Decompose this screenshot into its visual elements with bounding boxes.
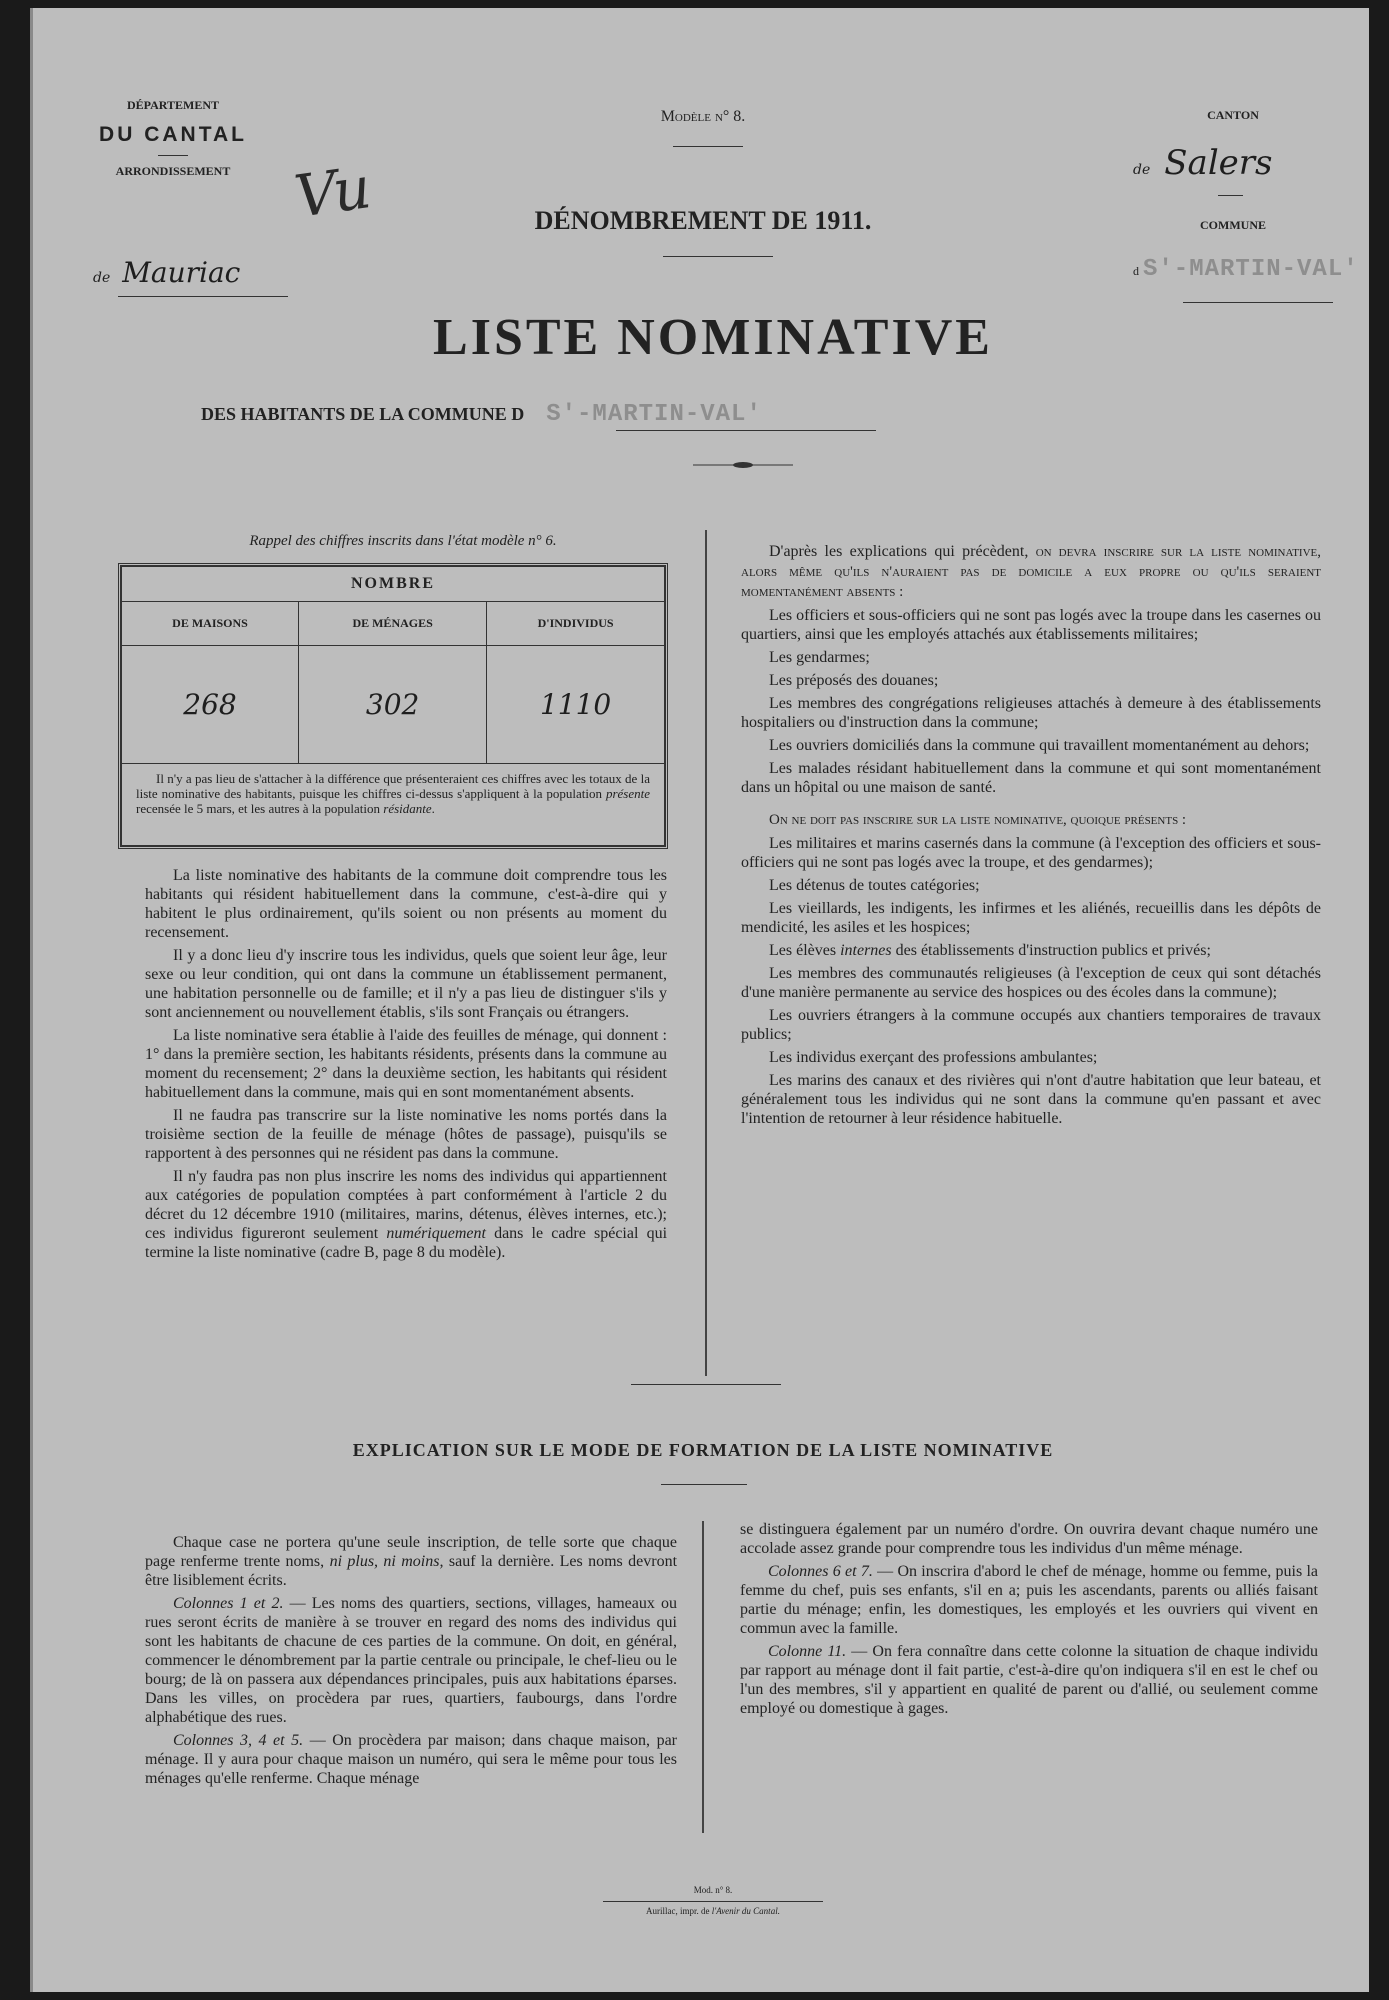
- list-item: [741, 941, 1321, 960]
- nombre-header: NOMBRE: [122, 567, 664, 601]
- value-maisons: 268: [122, 645, 299, 763]
- canton-prefix: de: [1133, 162, 1151, 178]
- canton-line: [1133, 143, 1373, 183]
- list-item: Les officiers et sous-officiers qui ne sont pas logés avec la troupe dans les casernes ou quartiers, ainsi que les employés attachés aux établissements militaires;: [741, 607, 1321, 643]
- rappel-caption: Rappel des chiffres inscrits dans l'état modèle n° 6.: [249, 533, 557, 549]
- value-menages: 302: [299, 645, 487, 763]
- divider: [631, 1384, 781, 1385]
- list-item: Les membres des congrégations religieuses attachés à demeure à des établissements hospitaliers ou d'instruction dans la commune;: [741, 695, 1321, 731]
- column-label: Colonnes 3, 4 et 5.: [173, 1732, 304, 1749]
- handwritten-mark: Vu: [290, 153, 375, 231]
- paragraph-text: Chaque case ne portera qu'une seule inscription, de telle sorte que chaque page renferme trente noms,: [145, 1534, 677, 1570]
- divider: [1218, 195, 1243, 196]
- paragraph-text: dans le cadre spécial qui termine la liste nominative (cadre B, page 8 du modèle).: [145, 1225, 668, 1261]
- rappel-table: [122, 567, 664, 764]
- list-item: Les militaires et marins casernés dans la commune (à l'exception des officiers et sous-officiers qui ne sont pas logés avec la troupe, et des gendarmes);: [741, 835, 1321, 871]
- column-label: Colonnes 6 et 7.: [768, 1563, 873, 1580]
- departement-label: DÉPARTEMENT: [126, 98, 220, 112]
- paragraph-text: sauf la dernière. Les noms devront être lisiblement écrits.: [145, 1553, 678, 1589]
- list-item: Les gendarmes;: [769, 649, 870, 666]
- divider: [158, 155, 188, 156]
- value-individus: 1110: [487, 645, 664, 763]
- subtitle-line: [201, 401, 1201, 428]
- list-item: Les malades résidant habituellement dans la commune et qui sont momentanément dans un hôpital ou une maison de santé.: [741, 760, 1321, 796]
- departement-block: [73, 98, 273, 179]
- paragraph: Il y a donc lieu d'y inscrire tous les individus, quels que soient leur âge, leur sexe ou leur condition, qui ont dans la commune un établissement permanent, une habitation personnelle ou de famille; et il n'y a pas lieu de distinguer s'ils y sont anciennement ou nouvellement établis, s'ils sont Français ou étrangers.: [145, 947, 667, 1021]
- census-page: [30, 8, 1369, 1992]
- arrondissement-handwritten: Mauriac: [122, 256, 241, 289]
- list-item: Les ouvriers domiciliés dans la commune qui travaillent momentanément au dehors;: [769, 737, 1310, 754]
- paragraph: se distinguera également par un numéro d'ordre. On ouvrira devant chaque numéro une accolade assez grande pour comprendre tous les individus d'un même ménage.: [740, 1521, 1318, 1557]
- list-item: Les préposés des douanes;: [769, 672, 939, 689]
- footer-mod: Mod. n° 8.: [693, 1885, 733, 1895]
- right-column: [741, 542, 1321, 1132]
- column-divider: [702, 1521, 704, 1833]
- col-menages: DE MÉNAGES: [299, 601, 487, 645]
- arrondissement-prefix: de: [93, 270, 111, 286]
- paragraph-text: — Les noms des quartiers, sections, villages, hameaux ou rues seront écrits de manière à se trouver en regard des noms des individus qui sont les habitants de chacune de ces parties de la commune. On doit, en général, commencer le dénombrement par la partie centrale ou principale, le chef-lieu ou le bourg; de là on passera aux dépendances principales, puis aux habitations éparses. Dans les villes, on procèdera par rues, quartiers, faubourgs, dans l'ordre alphabétique des rues.: [145, 1595, 678, 1726]
- subtitle: DES HABITANTS DE LA COMMUNE D: [201, 404, 525, 424]
- commune-prefix: d: [1133, 264, 1139, 278]
- modele-number: Modèle n° 8.: [660, 108, 746, 125]
- list-item: Les membres des communautés religieuses (à l'exception de ceux qui sont détachés d'une manière permanente au service des hospices ou des écoles dans la commune);: [741, 965, 1321, 1001]
- commune-label: COMMUNE: [1200, 218, 1266, 232]
- column-label: Colonne 11.: [768, 1643, 847, 1660]
- imprimeur-text: Aurillac, impr. de: [646, 1906, 710, 1916]
- subtitle-commune-stamp: S'-MARTIN-VAL': [546, 401, 762, 428]
- list-text: des établissements d'instruction publics et privés;: [895, 942, 1211, 959]
- paragraph: [145, 1167, 667, 1262]
- note-residante: résidante: [383, 800, 432, 816]
- explication-left: [145, 1533, 677, 1792]
- paragraph: La liste nominative des habitants de la commune doit comprendre tous les habitants qui résident habituellement dans la commune, c'est-à-dire qui y habitent le plus ordinairement, qu'ils soient ou non présents au moment du recensement.: [145, 867, 667, 941]
- canton-label: CANTON: [1207, 108, 1259, 122]
- paragraph: [740, 1642, 1318, 1718]
- list-text: Les élèves: [769, 942, 837, 959]
- explication-right: [740, 1520, 1318, 1722]
- commune-stamp: S'-MARTIN-VAL': [1143, 256, 1359, 283]
- footer-imprimeur: [553, 1906, 873, 1916]
- rappel-note: [122, 764, 664, 816]
- note-present: présente: [605, 785, 650, 801]
- intro-paragraph: [741, 542, 1321, 602]
- paragraph: Il ne faudra pas transcrire sur la liste nominative les noms portés dans la troisième section de la feuille de ménage (hôtes de passage), puisqu'ils se rapportent à des personnes qui ne résident pas dans la commune.: [145, 1107, 667, 1162]
- left-column: [145, 866, 667, 1266]
- list-item: Les vieillards, les indigents, les infirmes et les aliénés, recueillis dans les dépôts de mendicité, les asiles et les hospices;: [741, 900, 1321, 936]
- list-italic: internes: [840, 942, 892, 959]
- rappel-box: [118, 563, 668, 849]
- underline: [616, 430, 876, 431]
- column-label: Colonnes 1 et 2.: [173, 1595, 284, 1612]
- list-item: Les marins des canaux et des rivières qui n'ont d'autre habitation que leur bateau, et généralement tous les individus qui ne sont dans la commune qu'en passant et avec l'intention de retourner à leur résidence habituelle.: [741, 1072, 1321, 1127]
- divider: [1183, 302, 1333, 303]
- divider: [661, 1484, 747, 1485]
- divider: [663, 256, 773, 257]
- divider: [118, 296, 288, 297]
- paragraph: [740, 1562, 1318, 1638]
- intro-smallcaps: on devra inscrire sur la liste nominative, alors même qu'ils n'auraient pas de domicile a eux propre ou qu'ils seraient momentanément absents :: [741, 544, 1321, 600]
- main-title: LISTE NOMINATIVE: [433, 309, 993, 366]
- paragraph: [145, 1594, 677, 1727]
- col-maisons: DE MAISONS: [122, 601, 299, 645]
- divider: [603, 1901, 823, 1902]
- paragraph: La liste nominative sera établie à l'aide des feuilles de ménage, qui donnent : 1° dans la première section, les habitants résidents, présents dans la commune au moment du recensement; 2° dans la deuxième section, les habitants qui résident habituellement dans la commune, mais qui en sont momentanément absents.: [145, 1027, 667, 1101]
- paragraph-text: — On procèdera par maison; dans chaque maison, par ménage. Il y aura pour chaque maison un numéro, qui sera le même pour tous les ménages qu'elle renferme. Chaque ménage: [145, 1732, 678, 1787]
- ne-pas-heading: On ne doit pas inscrire sur la liste nominative, quoique présents :: [769, 812, 1187, 828]
- paragraph-text: — On fera connaître dans cette colonne la situation de chaque individu par rapport au ménage dont il fait partie, c'est-à-dire qu'on indiquera s'il en est le chef ou l'un des membres, s'il y appartient en qualité de parent ou d'allié, ou seulement comme employé ou domestique à gages.: [740, 1643, 1319, 1717]
- column-divider: [705, 530, 707, 1376]
- explication-title: EXPLICATION SUR LE MODE DE FORMATION DE LA LISTE NOMINATIVE: [352, 1440, 1054, 1460]
- paragraph: [145, 1533, 677, 1590]
- list-item: Les individus exerçant des professions ambulantes;: [769, 1049, 1098, 1066]
- intro-text: D'après les explications qui précèdent,: [769, 543, 1029, 560]
- arrondissement-label: ARRONDISSEMENT: [115, 164, 231, 178]
- note-text: Il n'y a pas lieu de s'attacher à la différence que présenteraient ces chiffres avec les totaux de la liste nominative des habitants, puisque les chiffres ci-dessus s'appliquent à la population: [136, 770, 650, 801]
- list-item: Les détenus de toutes catégories;: [769, 877, 980, 894]
- note-text: .: [431, 800, 435, 816]
- paragraph-text: Il n'y faudra pas non plus inscrire les noms des individus qui appartiennent aux catégories de population comptées à part conformément à l'article 2 du décret du 12 décembre 1910 (militaires, marins, détenus, élèves internes, etc.); ces individus figureront seulement: [145, 1168, 667, 1242]
- paragraph-italic: ni plus, ni moins,: [329, 1553, 444, 1570]
- col-individus: D'INDIVIDUS: [487, 601, 664, 645]
- divider: [673, 146, 743, 147]
- departement-name: DU CANTAL: [99, 123, 247, 146]
- document-title: DÉNOMBREMENT DE 1911.: [534, 206, 872, 235]
- paragraph-text: — On inscrira d'abord le chef de ménage, homme ou femme, puis la femme du chef, puis ses enfants, s'il en a; puis les ascendants, parents ou alliés faisant partie du ménage; enfin, les domestiques, les employés et les ouvriers qui vivent en commun avec la famille.: [740, 1563, 1319, 1637]
- list-item: Les ouvriers étrangers à la commune occupés aux chantiers temporaires de travaux publics;: [741, 1007, 1321, 1043]
- ornament: [693, 456, 793, 462]
- imprimeur-journal: l'Avenir du Cantal.: [711, 1906, 780, 1916]
- paragraph: [145, 1731, 677, 1788]
- paragraph-italic: numériquement: [386, 1225, 486, 1242]
- arrondissement-line: [93, 256, 293, 289]
- note-text: recensée le 5 mars, et les autres à la population: [136, 800, 381, 816]
- canton-handwritten: Salers: [1164, 143, 1273, 183]
- commune-line: [1133, 256, 1369, 283]
